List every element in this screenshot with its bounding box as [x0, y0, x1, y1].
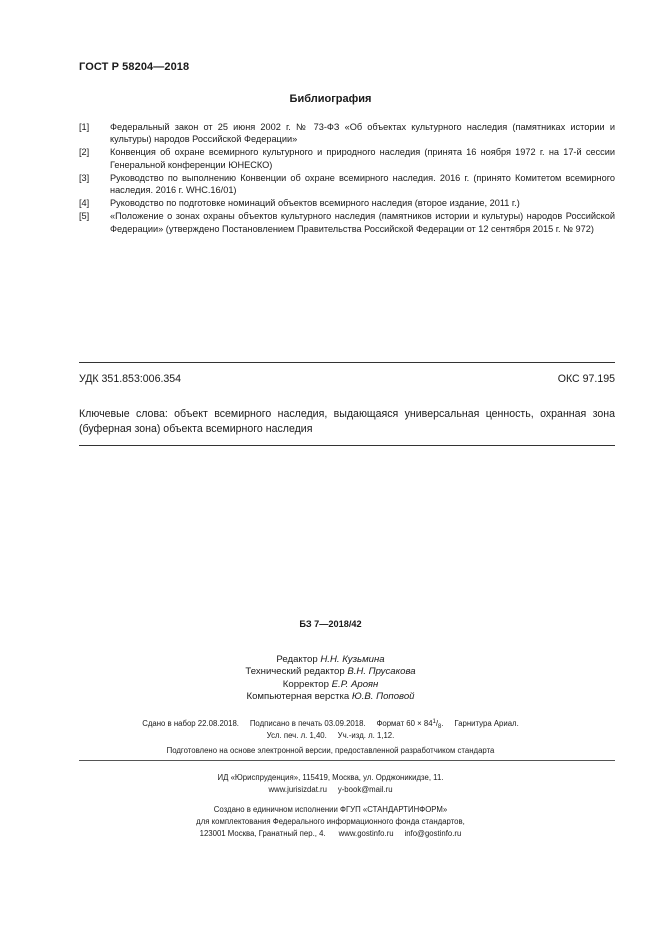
bibliography-item-text: Федеральный закон от 25 июня 2002 г. № 73-ФЗ «Об объектах культурного наследия (памятниках истории и культуры) народов Российской Федерации» [110, 122, 615, 145]
staff-role: Редактор [276, 654, 318, 665]
staff-person: В.Н. Прусакова [347, 666, 416, 678]
gostinfo-email-link[interactable]: info@gostinfo.ru [404, 829, 462, 838]
format-numerator: 1 [432, 719, 436, 725]
bibliography-item-text: Руководство по подготовке номинаций объектов всемирного наследия (второе издание, 2011 г.) [110, 198, 520, 209]
divider-bottom [79, 445, 615, 446]
bibliography-item [79, 197, 615, 209]
publisher-email-link[interactable]: y-book@mail.ru [337, 785, 393, 794]
created-line-1: Создано в единичном исполнении ФГУП «СТАНДАРТИНФОРМ» [213, 805, 448, 814]
created-contacts [0, 828, 661, 840]
format-prefix: Формат 60 × 84 [376, 719, 433, 728]
typeface: Гарнитура Ариал. [454, 719, 519, 728]
gostinfo-web-link[interactable]: www.gostinfo.ru [338, 829, 394, 838]
bibliography-item-text: «Положение о зонах охраны объектов культурного наследия (памятников истории и культуры) народов Российской Федерации» (утверждено Постановлением Правительства Российской Федерации от 12 сентября 2015 г. № 972) [110, 211, 615, 234]
publisher-line: ИД «Юриспруденция», 115419, Москва, ул. Орджоникидзе, 11. [217, 773, 444, 782]
prepared-note: Подготовлено на основе электронной версии, предоставленной разработчиком стандарта [166, 746, 495, 755]
bibliography-item [79, 146, 615, 170]
publisher-block [0, 772, 661, 796]
keywords: Ключевые слова: объект всемирного наследия, выдающаяся универсальная ценность, охранная зона (буферная зона) объекта всемирного наследия [79, 408, 615, 435]
divider-imprint [79, 760, 615, 761]
divider-top [79, 362, 615, 363]
bibliography-item-number: [3] [79, 172, 90, 183]
bibliography-item-text: Руководство по выполнению Конвенции об охране всемирного наследия. 2016 г. (принято Комитетом всемирного наследия. 2016 г. WHC.16/01) [110, 172, 615, 196]
sheets-row [0, 731, 661, 740]
bibliography-item-text: Конвенция об охране всемирного культурного и природного наследия (принята 16 ноября 1972 г. на 17-й сессии Генеральной конференции ЮНЕСКО) [110, 147, 615, 170]
staff-role: Технический редактор [245, 666, 345, 678]
created-block [0, 804, 661, 840]
signed-date: Подписано в печать 03.09.2018. [249, 719, 366, 728]
bibliography-item [79, 210, 615, 234]
bibliography-item-number: [4] [79, 198, 90, 209]
bz-number: БЗ 7—2018/42 [299, 619, 362, 629]
bibliography-item-number: [5] [79, 211, 90, 222]
staff-credits [0, 654, 661, 703]
publisher-sheets: Уч.-изд. л. 1,12. [337, 731, 395, 740]
bibliography-item-number: [2] [79, 147, 90, 158]
staff-role: Компьютерная верстка [246, 690, 350, 702]
bibliography-title: Библиография [289, 93, 372, 105]
staff-person: Е.Р. Ароян [331, 678, 379, 690]
staff-editor [0, 654, 661, 666]
printed-sheets: Усл. печ. л. 1,40. [266, 731, 327, 740]
print-details-row [0, 719, 661, 730]
oks-code: ОКС 97.195 [557, 373, 615, 385]
bibliography-item [79, 121, 615, 145]
submitted-date: Сдано в набор 22.08.2018. [142, 719, 239, 728]
bibliography-item-number: [1] [79, 122, 90, 132]
publisher-web-link[interactable]: www.jurisizdat.ru [268, 785, 327, 794]
publisher-contacts [0, 784, 661, 796]
staff-tech-editor [0, 666, 661, 678]
document-code: ГОСТ Р 58204—2018 [79, 61, 190, 73]
bibliography-item [79, 172, 615, 196]
staff-person: Н.Н. Кузьмина [320, 654, 385, 665]
staff-layout [0, 691, 661, 703]
staff-person: Ю.В. Поповой [351, 690, 415, 702]
paper-format: Формат $60 \times 84^1/_8$. [376, 719, 444, 730]
created-line-2: для комплектования Федерального информационного фонда стандартов, [196, 817, 465, 826]
staff-role: Корректор [282, 678, 329, 690]
created-address: 123001 Москва, Гранатный пер., 4. [199, 829, 326, 838]
udc-code: УДК 351.853:006.354 [79, 373, 182, 385]
bibliography-list [79, 121, 615, 236]
format-denominator: 8 [438, 724, 442, 730]
staff-proofreader [0, 679, 661, 691]
format-suffix: . [441, 719, 444, 728]
